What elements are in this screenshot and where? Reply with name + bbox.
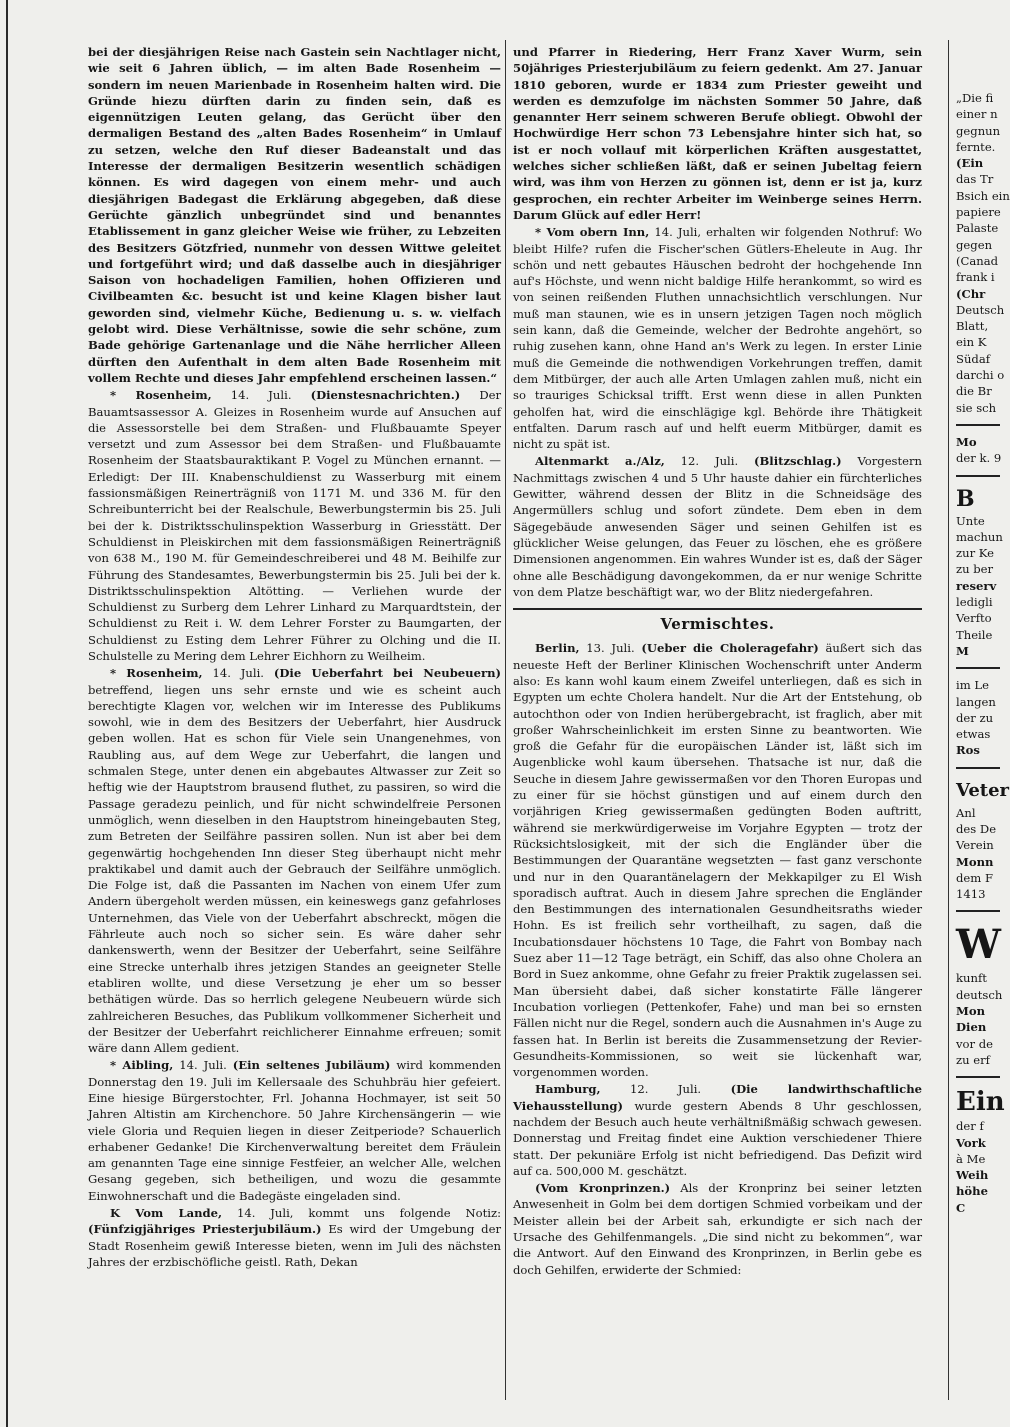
text-fragment: Blatt, [956, 319, 989, 334]
ad-heading-fragment: Veter [956, 779, 1010, 801]
text-fragment: zur Ke [956, 546, 995, 561]
divider [956, 1076, 1000, 1078]
column-rule [505, 40, 506, 1400]
text-fragment: (Ein [956, 156, 984, 171]
text-fragment: Anl [956, 805, 976, 820]
article-paragraph [88, 665, 501, 1056]
article-date: 13. Juli. [586, 641, 635, 656]
article-date: 12. Juli. [680, 454, 739, 469]
article-date: 14. Juli, [236, 1206, 294, 1221]
article-date: 14. Juli. [230, 388, 292, 403]
article-dateline: K Vom Lande, [110, 1206, 223, 1221]
text-fragment: einer n [956, 107, 998, 122]
text-fragment: ein K [956, 335, 987, 350]
article-dateline: * Vom obern Inn, [535, 225, 650, 240]
text-fragment: im Le [956, 678, 989, 693]
text-fragment: kunft [956, 971, 987, 986]
article-dateline: Altenmarkt a./Alz, [535, 454, 665, 469]
text-fragment: gegnun [956, 123, 1001, 138]
text-fragment: Südaf [956, 351, 991, 366]
text-fragment: Ros [956, 743, 980, 758]
article-paragraph [88, 387, 501, 664]
text-fragment: Theile [956, 627, 993, 642]
divider [956, 767, 1000, 769]
text-fragment: der f [956, 1119, 984, 1134]
article-date: 14. Juli. [179, 1058, 227, 1073]
text-fragment: Deutsch [956, 302, 1005, 317]
text-fragment: der k. 9 [956, 451, 1002, 466]
text-fragment: M [956, 643, 969, 658]
ad-heading-fragment: W [956, 921, 1001, 969]
text-fragment: dem F [956, 870, 994, 885]
text-fragment: etwas [956, 727, 991, 742]
text-fragment: höhe [956, 1184, 988, 1199]
article-body: betreffend, liegen uns sehr ernste und wie es scheint auch berechtigte Klagen vor, welchen wir im Interesse des Publikums sowohl, wie in dem des Besitzers der Ueberfahrt, hier Ausdruck geben wollen. Hat es schon für Viele sein Unangenehmes, von Raubling aus, auf dem Wege zur Ueberfahrt, die langen und schmalen Stege, unter denen ein abgebautes Altwasser zur Zeit so heftig wie der Hauptstrom brausend fluthet, zu passiren, so wird die Passage geradezu peinlich, und für nicht schwindelfreie Personen unmöglich, wenn dieselben in den Hauptstrom hineingebauten Steg, zum Betreten der Seilfähre passiren sollen. Nun ist aber bei dem gegenwärtig hochgehenden Inn dieser Steg überhaupt nicht mehr praktikabel und damit auch der Gebrauch der Seilfähre unmöglich. Die Folge ist, daß die Passanten im Nachen von einem Ufer zum Andern übergeholt werden müssen, ein keineswegs ganz gefahrloses Unternehmen, das Viele von der Ueberfahrt abschreckt, mögen die Fährleute auch noch so sicher sein. Es wäre daher sehr dankenswerth, wenn der Besitzer der Ueberfahrt, seine Seilfähre eine Strecke unterhalb ihres jetzigen Standes an geeigneter Stelle etabliren wollte, und diese Versetzung je eher um so besser bethätigen würde. Das so herrlich gelegene Neubeuern würde sich zahlreicheren Besuches, das Publikum vollkommener Sicherheit und der Besitzer der Ueberfahrt reichlicherer Einnahme erfreuen; somit wäre dann Allem gedient. [88, 682, 501, 1056]
text-fragment: Mo [956, 434, 977, 449]
article-paragraph [513, 1180, 922, 1278]
text-fragment: sie sch [956, 400, 997, 415]
text-fragment: C [956, 1200, 966, 1215]
article-date: 12. Juli. [630, 1082, 702, 1097]
article-date: 14. Juli, [654, 225, 702, 240]
text-fragment: vor de [956, 1036, 994, 1051]
fragment-list [956, 90, 1010, 416]
page-edge [6, 0, 8, 1427]
article-body: wurde gestern Abends 8 Uhr geschlossen, nachdem der Besuch auch heute verhältnißmäßig schwach gewesen. Donnerstag und Freitag findet eine Auktion verschiedener Thiere statt. Der pekuniäre Erfolg ist nicht befriedigend. Das Defizit wird auf ca. 500,000 M. geschätzt. [513, 1098, 922, 1178]
text-fragment: Dien [956, 1020, 987, 1035]
article-dateline: Hamburg, [535, 1082, 601, 1097]
article-topic: (Vom Kronprinzen.) [535, 1181, 671, 1196]
text-fragment: langen [956, 694, 996, 709]
text-fragment: machun [956, 529, 1003, 544]
column-1 [88, 44, 501, 1270]
text-fragment: ledigli [956, 595, 993, 610]
column-3-cropped [956, 44, 1010, 1216]
article-body: äußert sich das neueste Heft der Berliner Klinischen Wochenschrift unter Anderm also: Es kann wohl kaum einem Zweifel unterliegen, daß es sich in Egypten um echte Cholera handelt. Nur die Art der Entstehung, ob autochthon oder von Indien herübergebracht, ist fraglich, aber mit großer Wahrscheinlichkeit im ersten Sinne zu beantworten. Wie groß die Gefahr für die europäischen Länder ist, läßt sich im Augenblicke wohl kaum übersehen. Thatsache ist nur, daß die Seuche in diesem Jahre gewissermaßen vor den Thoren Europas und zu einer für sie höchst günstigen und auf einem durch den vorjährigen Krieg gewissermaßen gedüngten Boden auftritt, während sie merkwürdigerweise im Vorjahre Egypten — trotz der Rücksichtslosigkeit, mit der sich die Engländer über die Bestimmungen der Quarantäne wegsetzten — fast ganz verschonte und nur in den Quarantänelagern der Mekkapilger zu El Wish sporadisch auftrat. Auch in diesem Jahre sprechen die Engländer den Bestimmungen des internationalen Gesundheitsraths wieder Hohn. Es ist freilich sehr vortheilhaft, zu sagen, daß die Incubationsdauer höchstens 10 Tage, die Fahrt von Bombay nach Suez aber 11—12 Tage beträgt, ein Schiff, das also ohne Cholera an Bord in Suez ankomme, ohne Gefahr zu freier Praktik zugelassen sei. Man übersieht dabei, daß sicher konstatirte Fälle längerer Incubation vorliegen (Pettenkofer, Fahe) und man bei so ernsten Fällen nicht nur die Regel, sondern auch die Ausnahmen in's Auge zu fassen hat. In Berlin ist bereits die Zusammensetzung der Revier-Gesundheits-Kommissionen, so weit sie lückenhaft war, vorgenommen worden. [513, 641, 923, 1080]
text-fragment: gegen [956, 237, 993, 252]
text-fragment: des De [956, 821, 997, 836]
article-body: Der Bauamtsassessor A. Gleizes in Rosenheim wurde auf Ansuchen auf die Assessorstelle bei dem Straßen- und Flußbauamte Speyer versetzt und zum Assessor bei dem Straßen- und Flußbauamte Rosenheim der Staatsbauraktikant P. Vogel zu München ernannt. — Erledigt: Der III. Knabenschuldienst zu Wasserburg mit einem fassionsmäßigen Reinerträgniß von 1171 M. und 336 M. für den Schreibunterricht bei der Realschule, Bewerbungstermin bis 25. Juli bei der k. Distriktsschulinspektion Wasserburg in Griesstätt. Der Schuldienst in Pleiskirchen mit dem fassionsmäßigen Reinerträgniß von 638 M., 190 M. für Gemeindeschreiberei und 48 M. Beihilfe zur Führung des Standesamtes, Bewerbungstermin bis 25. Juli bei der k. Distriktsschulinspektion Altötting. — Verliehen wurde der Schuldienst zu Surberg dem Lehrer Linhard zu Marquardtstein, der Schuldienst zu Reit i. W. dem Lehrer Forster zu Baumgarten, der Schuldienst zu Esting dem Lehrer Führer zu Olching und die II. Schulstelle zu Mering dem Lehrer Eichhorn zu Weilheim. [88, 388, 502, 663]
article-dateline: * Rosenheim, [110, 666, 203, 681]
text-fragment: das Tr [956, 172, 994, 187]
text-fragment: Unte [956, 513, 985, 528]
text-fragment: reserv [956, 578, 997, 593]
article-body: wird kommenden Donnerstag den 19. Juli im Kellersaale des Schuhbräu hier gefeiert. Eine hiesige Bürgerstochter, Frl. Johanna Hochmayer, ist seit 50 Jahren Altistin am Kirchenchore. 50 Jahre Kirchensängerin — wie viele Gloria und Requien liegen in dieser Zeitperiode? Schauerlich erhabener Gedanke! Die Kirchenverwaltung bereitet dem Fräulein am genannten Tage eine sinnige Festfeier, an welcher Alle, welchen Gesang gegeben, sich betheiligen, und wozu die gesammte Einwohnerschaft und die Badegäste eingeladen sind. [88, 1058, 501, 1203]
text-fragment: Weih [956, 1168, 989, 1183]
ad-heading-fragment: B [956, 485, 975, 512]
divider [956, 667, 1000, 669]
article-paragraph: bei der diesjährigen Reise nach Gastein sein Nachtlager nicht, wie seit 6 Jahren üblich, — im alten Bade Rosenheim — sondern im neuen Marienbade in Rosenheim halten wird. Die Gründe hiezu dürften darin zu finden sein, daß es eigennützigen Leuten gelang, das Gerücht über den dermaligen Bestand des „alten Bades Rosenheim“ in Umlauf zu setzen, welche den Ruf dieser Badeanstalt und das Interesse der dermaligen Besitzerin wesentlich schädigen können. Es wird dagegen von einem mehr- und auch diesjährigen Badegast die Erklärung abgegeben, daß diese Gerüchte gänzlich unbegründet sind und benanntes Etablissement in ganz gleicher Weise wie früher, zu Lebzeiten des Besitzers Götzfried, nunmehr von dessen Wittwe geleitet und fortgeführt wird; und daß dasselbe auch in diesjähriger Saison von hochadeligen Familien, hohen Offizieren und Civilbeamten &c. besucht ist und keine Klagen bisher laut geworden sind, vielmehr Küche, Bedienung u. s. w. vielfach gelobt wird. Diese Verhältnisse, sowie die sehr schöne, zum Bade gehörige Gartenanlage und die Nähe herrlicher Alleen dürften den Aufenthalt in dem alten Bade Rosenheim mit vollem Rechte und dieses Jahr empfehlend erscheinen lassen.“ [88, 45, 501, 385]
article-body: Es wird der Umgebung der Stadt Rosenheim gewiß Interesse bieten, wenn im Juli des nächsten Jahres der erzbischöfliche geistl. Rath, Dekan [88, 1222, 501, 1269]
text-fragment: (Canad [956, 253, 999, 268]
text-fragment: der zu [956, 710, 994, 725]
text-fragment: Vork [956, 1135, 986, 1150]
text-fragment: zu ber [956, 562, 994, 577]
column-rule [948, 40, 949, 1400]
article-topic: (Dienstesnachrichten.) [310, 388, 461, 403]
article-date: 14. Juli. [212, 666, 264, 681]
article-dateline: * Rosenheim, [110, 388, 212, 403]
section-heading: Vermischtes. [513, 608, 922, 632]
article-paragraph [513, 1081, 922, 1179]
divider [956, 910, 1000, 912]
text-fragment: papiere [956, 205, 1001, 220]
text-fragment: frank i [956, 270, 995, 285]
article-lead: kommt uns folgende Notiz: [308, 1206, 502, 1221]
text-fragment: Palaste [956, 221, 999, 236]
article-paragraph: und Pfarrer in Riedering, Herr Franz Xaver Wurm, sein 50jähriges Priesterjubiläum zu feiern gedenkt. Am 27. Januar 1810 geboren, wurde er 1834 zum Priester geweiht und werden es demzufolge im nächsten Sommer 50 Jahre, daß genannter Herr seinem schweren Berufe obliegt. Obwohl der Hochwürdige Herr schon 73 Lebensjahre hinter sich hat, so ist er noch vollauf mit körperlichen Kräften ausgestattet, welches sicher schließen läßt, daß er seinen Jubeltag feiern wird, was ihm von Herzen zu gönnen ist, denn er ist ja, kurz gesprochen, ein rechter Arbeiter im Weinberge seines Herrn. Darum Glück auf edler Herr! [513, 45, 922, 222]
article-body: Als der Kronprinz bei seiner letzten Anwesenheit in Golm bei dem dortigen Schmied vorbeikam und der Meister allein bei der Arbeit sah, erkundigte er sich nach der Ursache des Gehilfenmangels. „Die sind nicht zu bekommen“, war die Antwort. Auf den Einwand des Kronprinzen, in Berlin gebe es doch Gehilfen, erwiderte der Schmied: [513, 1181, 922, 1277]
article-paragraph [513, 224, 922, 452]
article-body: erhalten wir folgenden Nothruf: Wo bleibt Hilfe? rufen die Fischer'schen Gütlers-Eheleute in Aug. Ihr schön und nett gebautes Häuschen bedroht der hochgehende Inn auf's Höchste, und wenn nicht baldige Hilfe herankommt, so wird es von seinen reißenden Fluthen unnachsichtlich verschlungen. Nur muß man staunen, wie es in unsern jetzigen Tagen noch möglich sein kann, daß die Gemeinde, welcher der Bedrohte angehört, so ruhig zusehen kann, ohne Hand an's Werk zu legen. In erster Linie muß die Gemeinde die nothwendigen Vorkehrungen treffen, damit dem Mitbürger, der auch alle Arten Umlagen zahlen muß, nicht ein so trauriges Schicksal trifft. Erst wenn diese in allen Punkten geholfen hat, wird die einschlägige kgl. Behörde ihre Thätigkeit entfalten. Darum rasch auf und helft euerm Mitbürger, damit es nicht zu spät ist. [513, 225, 923, 452]
text-fragment: zu erf [956, 1052, 990, 1067]
article-dateline: * Aibling, [110, 1058, 174, 1073]
text-fragment: Bsich ein [956, 188, 1010, 203]
text-fragment: 1413 [956, 887, 986, 902]
article-paragraph [88, 1057, 501, 1204]
text-fragment: deutsch [956, 987, 1003, 1002]
text-fragment: die Br [956, 384, 992, 399]
article-topic: (Blitzschlag.) [754, 454, 842, 469]
article-topic: (Ueber die Choleragefahr) [641, 641, 819, 656]
article-paragraph [88, 1205, 501, 1270]
text-fragment: Mon [956, 1004, 985, 1019]
text-fragment: Monn [956, 854, 994, 869]
divider [956, 424, 1000, 426]
text-fragment: à Me [956, 1151, 986, 1166]
divider [956, 475, 1000, 477]
article-topic: (Die landwirthschaftliche Viehausstellung) [513, 1082, 923, 1113]
text-fragment: Verein [956, 838, 994, 853]
article-topic: (Ein seltenes Jubiläum) [232, 1058, 391, 1073]
article-body: Vorgestern Nachmittags zwischen 4 und 5 Uhr hauste dahier ein fürchterliches Gewitter, während dessen der Blitz in die Schneidsäge des Angermüllers schlug und sofort zündete. Dem eben in dem Sägegebäude anwesenden Säger und seinen Gehilfen ist es glücklicher Weise gelungen, das Feuer zu löschen, ehe es größere Dimensionen angenommen. Ein wahres Wunder ist es, daß der Säger ohne alle Beschädigung davongekommen, da er nur wenige Schritte von dem Platze beschäftigt war, wo der Blitz niedergefahren. [513, 454, 923, 599]
article-paragraph [513, 453, 922, 600]
article-dateline: Berlin, [535, 641, 580, 656]
text-fragment: darchi o [956, 368, 1005, 383]
article-paragraph [513, 640, 922, 1080]
article-topic: (Fünfzigjähriges Priesterjubiläum.) [88, 1222, 322, 1237]
article-topic: (Die Ueberfahrt bei Neubeuern) [273, 666, 502, 681]
text-fragment: „Die fi [956, 91, 994, 105]
text-fragment: fernte. [956, 139, 996, 154]
column-2 [513, 44, 922, 1278]
text-fragment: (Chr [956, 286, 986, 301]
ad-heading-fragment: Ein [956, 1087, 1005, 1118]
text-fragment: Verfto [956, 611, 992, 626]
